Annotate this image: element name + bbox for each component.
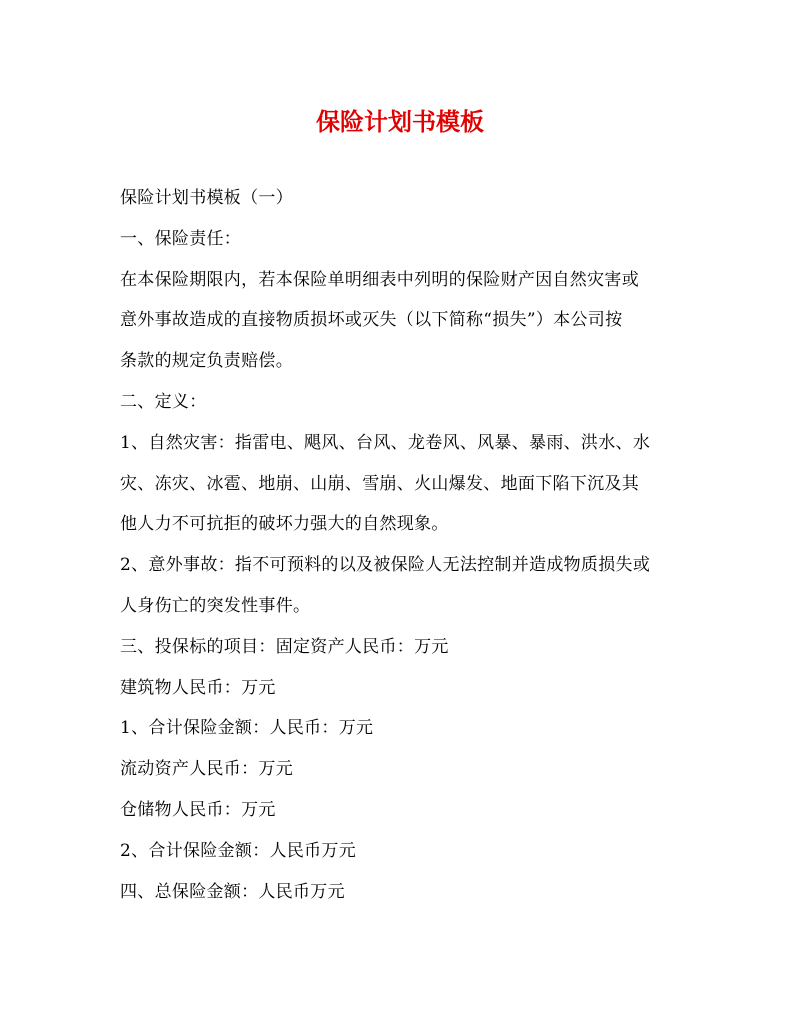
body-line: 三、投保标的项目：固定资产人民币：万元 [120, 636, 449, 657]
body-line: 建筑物人民币：万元 [120, 677, 276, 698]
document-body [120, 178, 686, 912]
document-title: 保险计划书模板 [316, 107, 484, 136]
body-line: 意外事故造成的直接物质损坏或灭失（以下简称“损失”）本公司按 [120, 310, 623, 331]
body-line: 仓储物人民币：万元 [120, 799, 276, 820]
body-line: 四、总保险金额：人民币万元 [120, 881, 345, 902]
body-line: 在本保险期限内，若本保险单明细表中列明的保险财产因自然灾害或 [120, 269, 639, 290]
body-line: 1、合计保险金额：人民币：万元 [120, 718, 374, 739]
body-line: 二、定义： [120, 391, 207, 412]
body-line: 一、保险责任： [120, 228, 242, 249]
body-line: 2、合计保险金额：人民币万元 [120, 840, 357, 861]
body-line: 2、意外事故：指不可预料的以及被保险人无法控制并造成物质损失或 [120, 555, 651, 576]
body-line: 流动资产人民币：万元 [120, 759, 293, 780]
body-line: 条款的规定负责赔偿。 [120, 351, 293, 372]
body-line: 保险计划书模板（一） [120, 188, 293, 208]
body-line: 灾、冻灾、冰雹、地崩、山崩、雪崩、火山爆发、地面下陷下沉及其 [120, 473, 639, 494]
body-line: 人身伤亡的突发性事件。 [120, 595, 311, 616]
body-line: 1、自然灾害：指雷电、飓风、台风、龙卷风、风暴、暴雨、洪水、水 [120, 432, 651, 453]
body-line: 他人力不可抗拒的破坏力强大的自然现象。 [120, 514, 449, 535]
